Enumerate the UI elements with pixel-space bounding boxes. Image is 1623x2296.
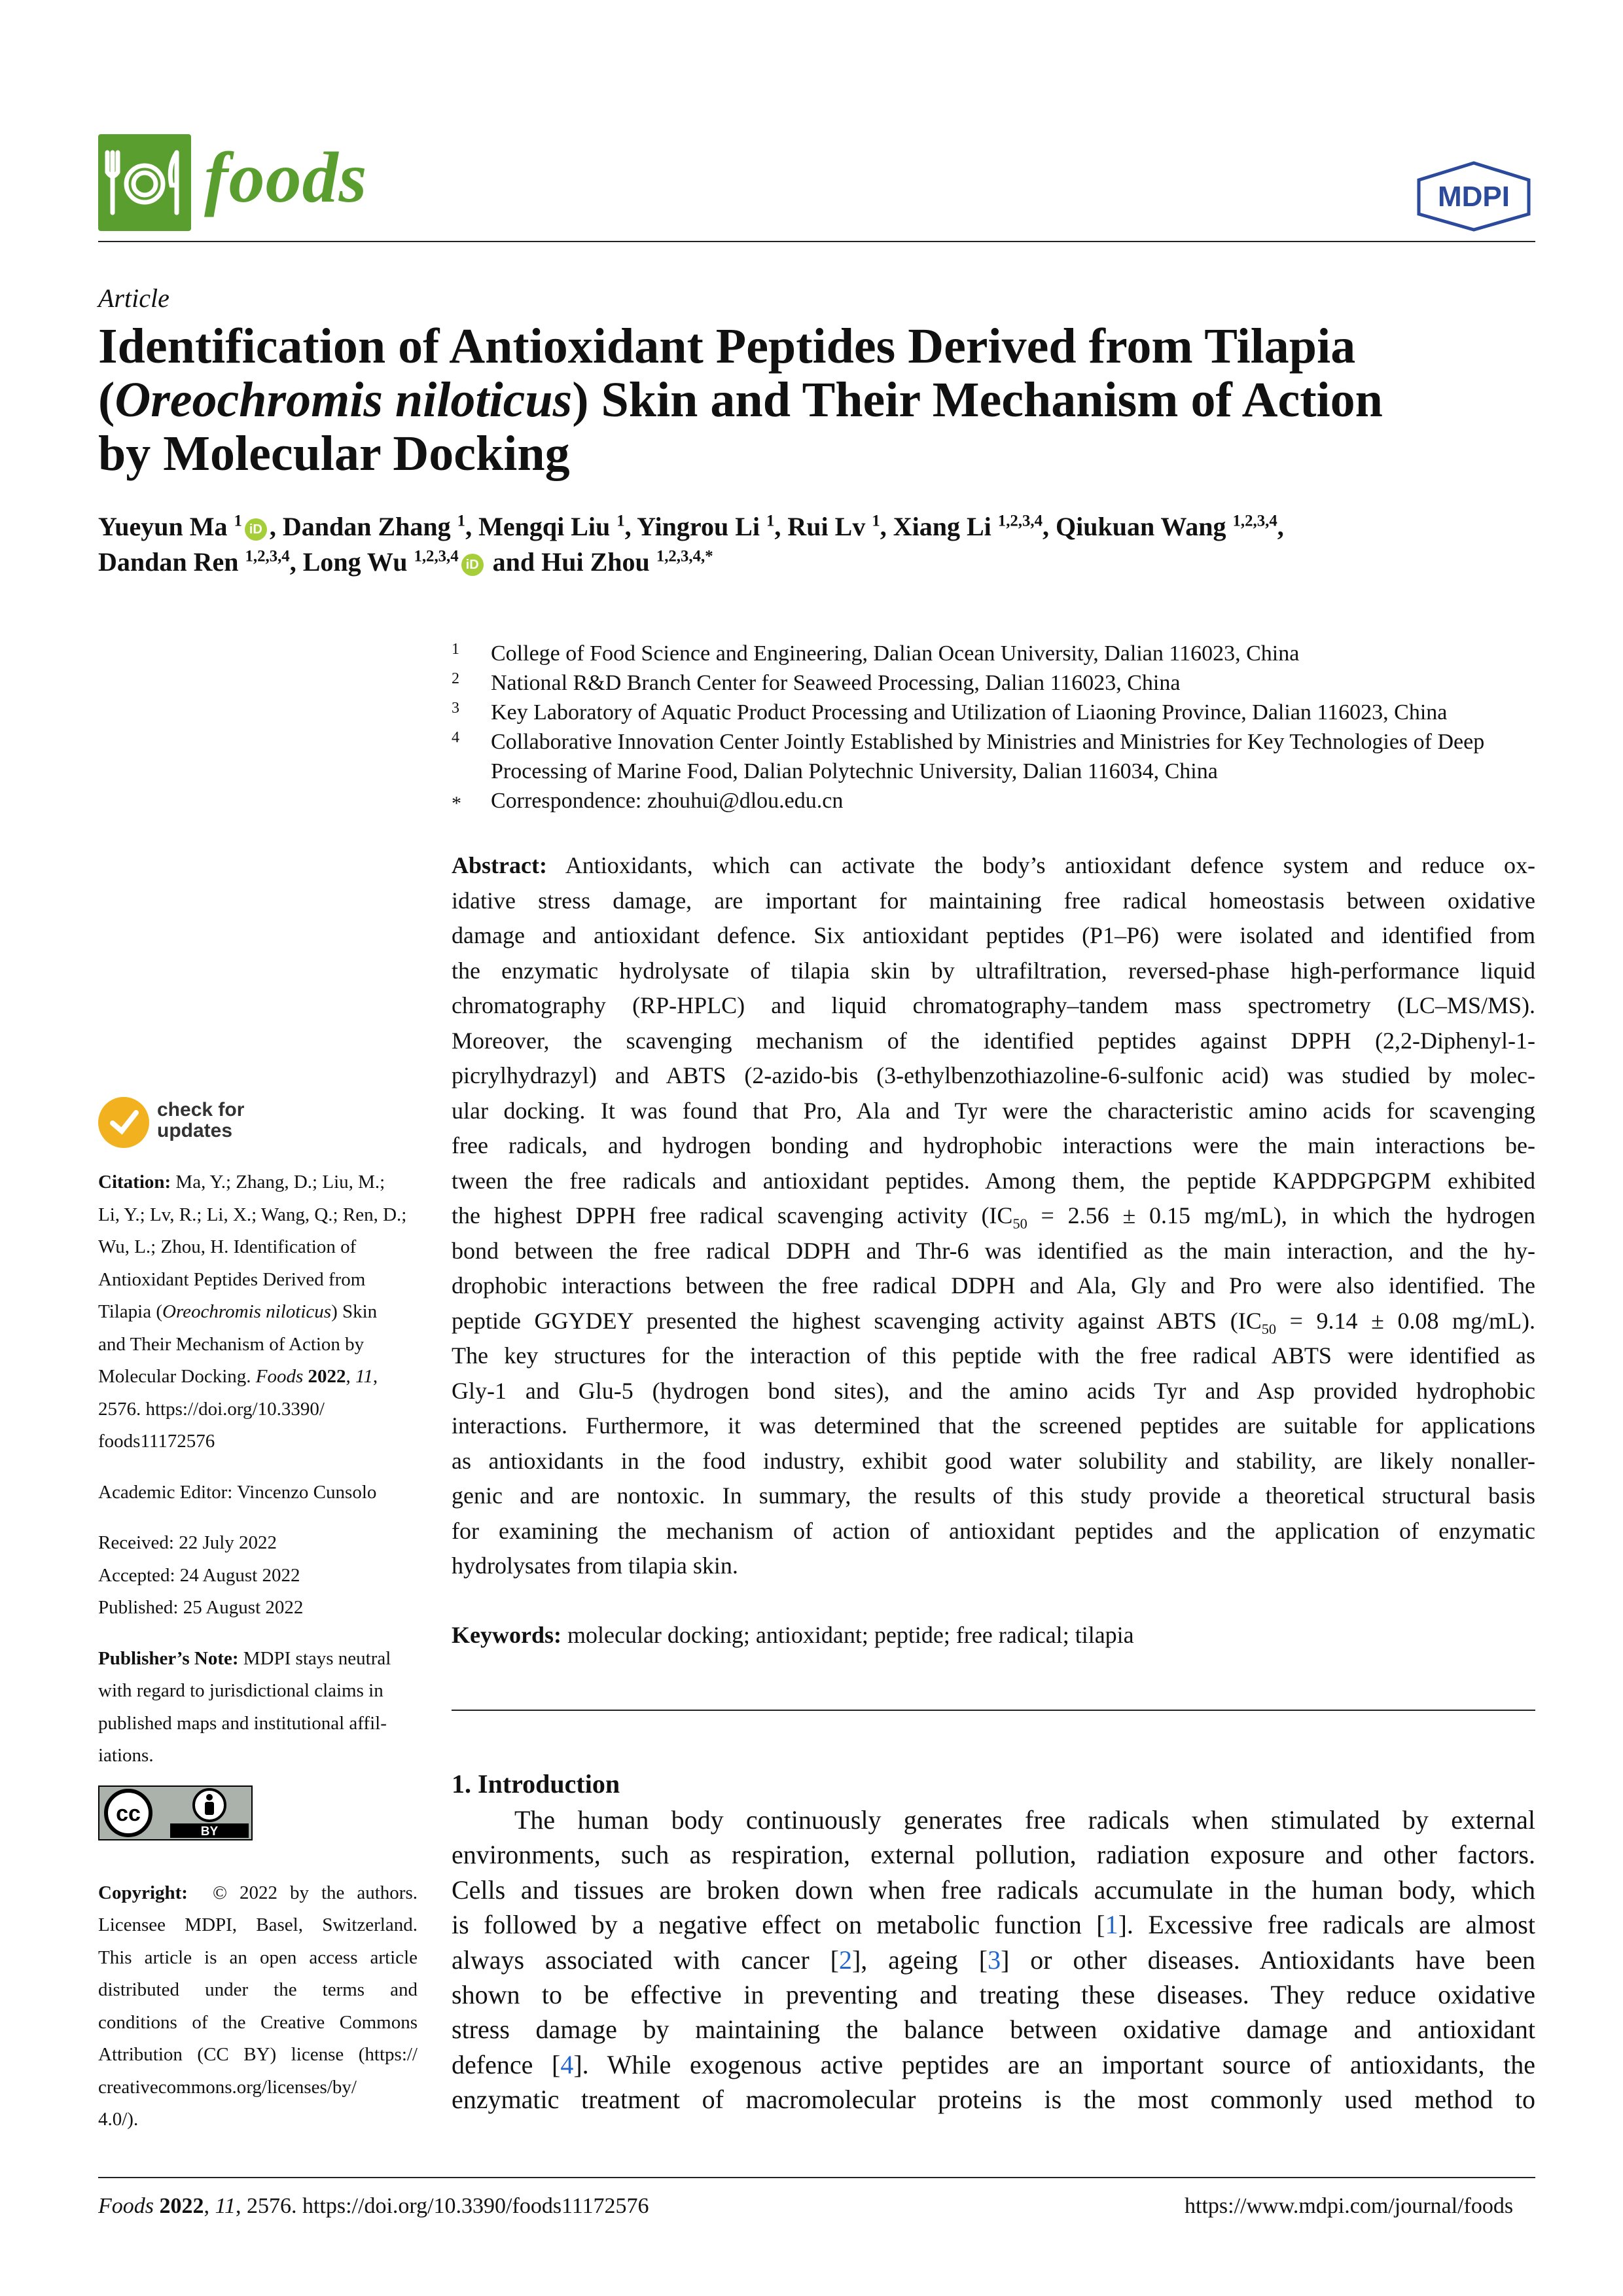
copyright-block	[98, 1877, 418, 2136]
journal-name: foods	[204, 137, 368, 217]
accepted-date: Accepted: 24 August 2022	[98, 1564, 300, 1586]
mdpi-logo-icon	[1414, 160, 1535, 232]
orcid-icon[interactable]: iD	[461, 554, 484, 576]
author-name: Xiang Li	[893, 512, 991, 541]
author-name: Yueyun Ma	[98, 512, 228, 541]
citation-line: and Their Mechanism of Action by	[98, 1333, 365, 1355]
abstract-line: interactions. Furthermore, it was determined that the screened peptides are suitable for applications	[452, 1412, 1535, 1439]
citation-line: Antioxidant Peptides Derived from	[98, 1268, 366, 1290]
sidebar-info	[98, 1166, 418, 2136]
citation-block	[98, 1166, 418, 1458]
citation-link: 2	[838, 1945, 852, 1975]
abstract-line: Moreover, the scavenging mechanism of the identified peptides against DPPH (2,2-Diphenyl-1-	[452, 1027, 1535, 1054]
author-name: Yingrou Li	[637, 512, 760, 541]
abstract-line: tween the free radicals and antioxidant peptides. Among them, the peptide KAPDPGPGPM exhibited	[452, 1167, 1535, 1194]
check-updates-label: updates	[157, 1120, 233, 1141]
keywords	[452, 1618, 1535, 1653]
abstract-line: free radicals, and hydrogen bonding and hydrophobic interactions were the main interactions be-	[452, 1132, 1535, 1158]
abstract-line: bond between the free radical DDPH and Thr-6 was identified as the main interaction, and the hy-	[452, 1237, 1535, 1264]
publisher-note	[98, 1643, 418, 1772]
abstract-line: idative stress damage, are important for maintaining free radical homeostasis between oxidative	[452, 887, 1535, 914]
citation-link: 4	[560, 2049, 574, 2079]
footer-divider	[98, 2177, 1535, 2178]
header-divider	[98, 241, 1535, 242]
citation-label: Citation:	[98, 1172, 171, 1193]
cc-by-license-icon[interactable]	[98, 1785, 253, 1840]
author-name: Mengqi Liu	[478, 512, 611, 541]
title-line: (Oreochromis niloticus) Skin and Their Mechanism of Action	[98, 372, 1383, 427]
received-date: Received: 22 July 2022	[98, 1532, 277, 1553]
abstract-line: The key structures for the interaction of this peptide with the free radical ABTS were identified as	[452, 1342, 1535, 1369]
abstract-line: picrylhydrazyl) and ABTS (2-azido-bis (3-ethylbenzothiazoline-6-sulfonic acid) was studied by molec-	[452, 1062, 1535, 1088]
copyright-line: 4.0/).	[98, 2109, 139, 2130]
article-type: Article	[98, 283, 169, 313]
mdpi-logo-text: MDPI	[1438, 181, 1510, 213]
affiliations	[452, 639, 1538, 816]
published-date: Published: 25 August 2022	[98, 1597, 304, 1618]
introduction-body	[452, 1803, 1535, 2117]
intro-line: environments, such as respiration, external pollution, radiation exposure and other factors.	[452, 1840, 1535, 1870]
abstract-line: hydrolysates from tilapia skin.	[452, 1552, 738, 1579]
intro-line: enzymatic treatment of macromolecular proteins is the most commonly used method to	[452, 2085, 1535, 2115]
author-name: Rui Lv	[787, 512, 866, 541]
citation-line: foods11172576	[98, 1431, 215, 1452]
section-heading: 1. Introduction	[452, 1769, 620, 1799]
copyright-line: creativecommons.org/licenses/by/	[98, 2076, 357, 2098]
author-name: Long Wu	[302, 547, 408, 577]
citation-line: Molecular Docking. Foods 2022, 11,	[98, 1366, 378, 1387]
abstract-label: Abstract:	[452, 852, 547, 878]
citation-line: Tilapia (Oreochromis niloticus) Skin	[98, 1301, 378, 1322]
publisher-note-line: Publisher’s Note: MDPI stays neutral	[98, 1647, 391, 1669]
cc-by-text: BY	[200, 1825, 219, 1839]
citation-link: 1	[1105, 1910, 1118, 1940]
abstract-line: genic and are nontoxic. In summary, the results of this study provide a theoretical structural basis	[452, 1482, 1535, 1509]
publisher-note-line: published maps and institutional affil-	[98, 1712, 387, 1734]
abstract-line: the highest DPPH free radical scavenging activity ($IC_{50} = 2.56 \pm 0.15$ mg/mL), in which the hydrogen	[452, 1202, 1535, 1232]
abstract-line: as antioxidants in the food industry, exhibit good water solubility and stability, are likely nonaller-	[452, 1447, 1535, 1474]
copyright-line: Attribution (CC BY) license (https://	[98, 2044, 418, 2065]
abstract-line: chromatography (RP-HPLC) and liquid chromatography–tandem mass spectrometry (LC–MS/MS).	[452, 992, 1535, 1018]
abstract-line: ular docking. It was found that Pro, Ala and Tyr were the characteristic amino acids for scavenging	[452, 1097, 1535, 1124]
keywords-label: Keywords:	[452, 1622, 562, 1648]
footer-journal-url[interactable]: https://www.mdpi.com/journal/foods	[1185, 2194, 1514, 2218]
abstract	[452, 848, 1535, 1584]
affiliation-item: 2 National R&D Branch Center for Seaweed Processing, Dalian 116023, China	[452, 670, 1181, 695]
copyright-line: conditions of the Creative Commons	[98, 2011, 418, 2033]
intro-line: stress damage by maintaining the balance between oxidative damage and antioxidant	[452, 2015, 1535, 2045]
academic-editor: Academic Editor: Vincenzo Cunsolo	[98, 1481, 377, 1503]
keywords-text: molecular docking; antioxidant; peptide; free radical; tilapia	[567, 1622, 1134, 1648]
article-title	[98, 319, 1538, 480]
abstract-line: the enzymatic hydrolysate of tilapia skin by ultrafiltration, reversed-phase high-performance liquid	[452, 957, 1535, 984]
abstract-line: drophobic interactions between the free radical DDPH and Ala, Gly and Pro were also identified. The	[452, 1272, 1535, 1299]
species-name: Oreochromis niloticus	[115, 372, 573, 427]
correspondence: * Correspondence: zhouhui@dlou.edu.cn	[452, 789, 844, 814]
intro-line: is followed by a negative effect on metabolic function [1]. Excessive free radicals are almost	[452, 1910, 1535, 1940]
journal-logo-icon	[98, 134, 191, 231]
copyright-line: Licensee MDPI, Basel, Switzerland.	[98, 1914, 418, 1935]
publisher-note-line: iations.	[98, 1745, 154, 1766]
copyright-line: Copyright: © 2022 by the authors.	[98, 1882, 418, 1903]
affiliation-item: 3 Key Laboratory of Aquatic Product Processing and Utilization of Liaoning Province, Dalian 116023, China	[452, 700, 1448, 725]
citation-link: 3	[988, 1945, 1001, 1975]
citation-line: Li, Y.; Lv, R.; Li, X.; Wang, Q.; Ren, D.;	[98, 1204, 407, 1225]
intro-line: shown to be effective in preventing and treating these diseases. They reduce oxidative	[452, 1980, 1535, 2010]
author-name: Qiukuan Wang	[1056, 512, 1226, 541]
abstract-line: peptide GGYDEY presented the highest scavenging activity against ABTS ($IC_{50} = 9.14 \pm 0.08$ mg/mL).	[452, 1307, 1536, 1337]
crossmark-icon	[98, 1097, 149, 1148]
title-line: by Molecular Docking	[98, 426, 570, 481]
affiliation-item: 4 Collaborative Innovation Center Jointly Established by Ministries and Ministries for Key Technologies of Deep Processing of Marine Food, Dalian Polytechnic University, Dalian 116034, China	[452, 729, 1485, 783]
publisher-note-line: with regard to jurisdictional claims in	[98, 1680, 383, 1701]
copyright-line: distributed under the terms and	[98, 1979, 418, 2000]
citation-line: Wu, L.; Zhou, H. Identification of	[98, 1236, 357, 1257]
citation-line: Citation: Ma, Y.; Zhang, D.; Liu, M.;	[98, 1172, 385, 1193]
orcid-icon[interactable]: iD	[245, 518, 267, 541]
check-for-updates-button[interactable]	[98, 1097, 314, 1156]
abstract-line: damage and antioxidant defence. Six antioxidant peptides (P1–P6) were isolated and identified from	[452, 922, 1535, 948]
copyright-line: This article is an open access article	[98, 1946, 418, 1968]
footer-citation: Foods 2022, 11, 2576. https://doi.org/10.3390/foods11172576	[98, 2194, 649, 2218]
intro-line: The human body continuously generates free radicals when stimulated by external	[514, 1805, 1535, 1835]
section-divider	[452, 1710, 1535, 1711]
citation-line: 2576. https://doi.org/10.3390/	[98, 1398, 325, 1420]
intro-line: Cells and tissues are broken down when free radicals accumulate in the human body, which	[452, 1874, 1535, 1905]
abstract-line: Abstract: Antioxidants, which can activate the body’s antioxidant defence system and reduce ox-	[452, 852, 1535, 878]
title-line: Identification of Antioxidant Peptides Derived from Tilapia	[98, 319, 1356, 374]
author-list: Yueyun Ma $^1$ iD , Dandan Zhang $^1$, Mengqi Liu $^1$, Yingrou Li $^1$, Rui Lv $^1$, Xiang Li $^{1,2,3,4}$, Qiukuan Wang $^{1,2,3,4}$, Dandan Ren $^{1,2,3,4}$, Long Wu $^{1,2,3,4}$ iD and Hui Zhou $^{1,2,3,4,*}$	[98, 512, 1284, 577]
abstract-line: Gly-1 and Glu-5 (hydrogen bond sites), and the amino acids Tyr and Asp provided hydrophobic	[452, 1377, 1535, 1404]
intro-line: always associated with cancer [2], ageing [3] or other diseases. Antioxidants have been	[452, 1945, 1536, 1975]
author-name: Dandan Zhang	[282, 512, 451, 541]
author-name: Dandan Ren	[98, 547, 239, 577]
author-name: Hui Zhou	[541, 547, 650, 577]
check-updates-label: check for	[157, 1099, 245, 1121]
cc-text: cc	[116, 1801, 141, 1826]
affiliation-item: 1 College of Food Science and Engineering, Dalian Ocean University, Dalian 116023, China	[452, 641, 1300, 666]
intro-line: defence [4]. While exogenous active peptides are an important source of antioxidants, the	[452, 2049, 1536, 2079]
abstract-line: for examining the mechanism of action of antioxidant peptides and the application of enzymatic	[452, 1517, 1535, 1544]
